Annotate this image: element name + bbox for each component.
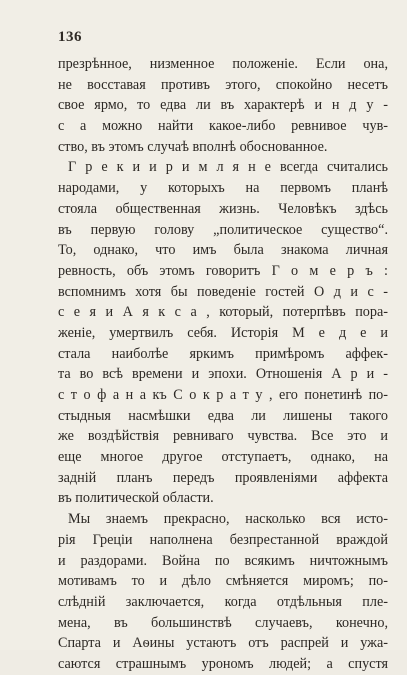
text-line: Мы знаемъ прекрасно, насколько вся исто-	[68, 511, 388, 528]
text-line: с а можно найти какое-либо ревнивое чув-	[58, 118, 388, 135]
text-line: Спарта и Аѳины устаютъ отъ распрей и ужа-	[58, 635, 388, 652]
text-line: с т о ф а н а къ С о к р а т у , его понетинѣ по-	[58, 387, 388, 403]
text-line: задній планъ передъ проявленіями аффекта	[58, 469, 388, 486]
text-line: стояла общественная жизнь. Человѣкъ здѣсь	[58, 200, 388, 217]
text-line: ревность, объ этомъ говоритъ Г о м е р ъ :	[58, 262, 388, 279]
text-line: ство, въ этомъ случаѣ вполнѣ обоснованное.	[58, 138, 328, 155]
text-line: стала наиболѣе яркимъ примѣромъ аффек-	[58, 345, 388, 362]
text-line: же воздѣйствія ревниваго чувства. Все это и	[58, 428, 388, 445]
page-number: 136	[58, 29, 82, 45]
text-line: рія Греціи наполнена безпрестанной враждой	[58, 531, 388, 548]
text-line: народами, у которыхъ на первомъ планѣ	[58, 180, 388, 197]
text-line: мена, въ большинствѣ случаевъ, конечно,	[58, 614, 388, 631]
text-line: свое ярмо, то едва ли въ характерѣ и н д у -	[58, 97, 388, 114]
text-line: въ первую голову „политическое существо“.	[58, 221, 388, 238]
text-line: Г р е к и и р и м л я н е всегда считались	[68, 159, 388, 176]
text-line: та во всѣ времени и эпохи. Отношенія А р и -	[58, 366, 388, 383]
text-line: въ политической области.	[58, 490, 214, 507]
text-line: вспомнимъ хотя бы поведеніе гостей О д и с -	[58, 283, 388, 300]
body-text	[58, 54, 388, 675]
text-line: женіе, умертвилъ себя. Исторія М е д е и	[58, 324, 388, 341]
text-line: еще многое другое отступаетъ, однако, на	[58, 449, 388, 466]
text-line: с е я и А я к с а , который, потерпѣвъ пора-	[58, 304, 388, 321]
text-line: стыдныя насмѣшки едва ли лишены такого	[58, 407, 388, 424]
text-line: То, однако, что имъ была знакома личная	[58, 242, 388, 259]
text-line: мотивамъ то и дѣло смѣняется миромъ; по-	[58, 573, 388, 590]
text-line: саются страшнымъ урономъ людей; а спустя	[58, 655, 388, 672]
text-line: и раздорами. Война по всякимъ ничтожнымъ	[58, 552, 388, 569]
text-line: не восставая противъ этого, спокойно несетъ	[58, 76, 388, 93]
text-line: презрѣнное, низменное положеніе. Если она,	[58, 56, 388, 72]
text-line: слѣдній заключается, когда отдѣльныя пле-	[58, 593, 388, 610]
